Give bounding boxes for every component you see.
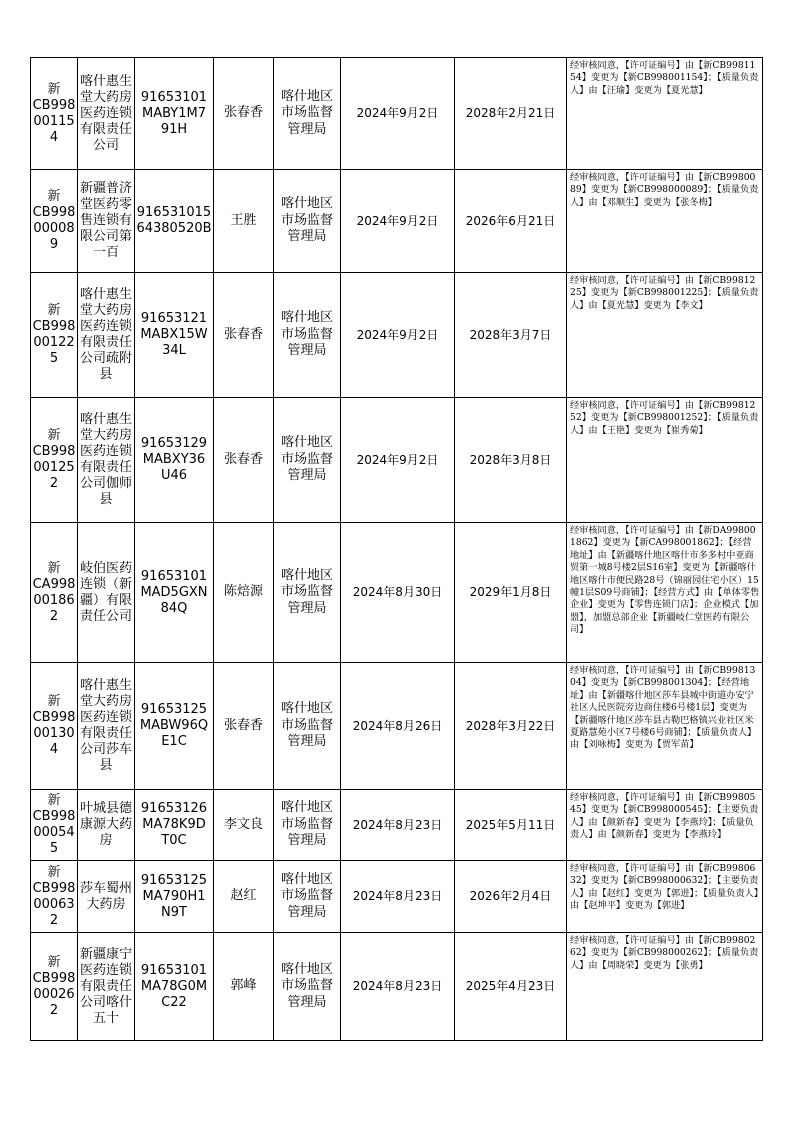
issue-date: 2024年9月2日 xyxy=(356,452,439,467)
change-notes: 经审核同意，【许可证编号】由【新DA998001862】变更为【新CA998001862】；【经营地址】由【新疆喀什地区喀什市多多村中亚商贸第一城8号楼2层S16室】变更为【新疆喀什地区喀什市便民路28号（锦丽园住宅小区）15幢1层S09号商铺】；【经营方式】由【单体零售企业】变更为【零售连锁门店】；企业模式【加盟】，加盟总部企业【新疆岐仁堂医药有限公司】 xyxy=(570,525,760,636)
legal-person: 张春香 xyxy=(223,105,263,121)
expiry-date: 2028年3月22日 xyxy=(465,718,556,733)
issue-date-cell xyxy=(341,273,455,398)
authority-cell xyxy=(274,790,341,861)
change-notes: 经审核同意，【许可证编号】由【新CB9981225】变更为【新CB998001225】；【质量负责人】由【夏光慧】变更为【李文】 xyxy=(570,275,759,311)
cert-no-cell xyxy=(31,273,78,398)
license-change-table xyxy=(30,57,763,1041)
issue-date: 2024年8月23日 xyxy=(352,889,443,904)
change-notes: 经审核同意，【许可证编号】由【新CB9980632】变更为【新CB998000632】；【主要负责人】由【赵红】变更为【郭进】；【质量负责人】由【赵坤平】变更为【郭进】 xyxy=(570,863,759,912)
cert-no-cell xyxy=(31,58,78,170)
change-notes: 经审核同意，【许可证编号】由【新CB9981252】变更为【新CB998001252】；【质量负责人】由【王艳】变更为【崔秀菊】 xyxy=(570,400,759,436)
change-notes-cell xyxy=(567,790,763,861)
expiry-date: 2025年5月11日 xyxy=(465,817,556,832)
cert-no: 新 CB998 00125 2 xyxy=(32,428,76,491)
cert-no: 新 CB998 00054 5 xyxy=(32,793,76,856)
issuing-authority: 喀什地区 市场监督 管理局 xyxy=(280,196,333,245)
credit-code: 91653121 MABX15W 34L xyxy=(140,311,208,358)
credit-code-cell xyxy=(135,861,214,933)
authority-cell xyxy=(274,273,341,398)
authority-cell xyxy=(274,663,341,790)
legal-person: 张春香 xyxy=(223,717,263,733)
credit-code: 91653125 MABW96Q E1C xyxy=(139,702,209,749)
issue-date: 2024年8月23日 xyxy=(352,817,443,832)
company-name: 叶城县德 康源大药 房 xyxy=(79,801,132,848)
company-name: 喀什惠生 堂大药房 医药连锁 有限责任 公司 xyxy=(79,73,132,153)
legal-person: 王胜 xyxy=(230,212,257,228)
credit-code: 91653125 MA790H1 N9T xyxy=(140,872,208,920)
legal-person: 李文良 xyxy=(223,816,263,832)
change-notes-cell xyxy=(567,170,763,273)
expiry-date-cell xyxy=(455,170,567,273)
issue-date: 2024年8月30日 xyxy=(352,585,443,600)
legal-person: 陈焙源 xyxy=(223,584,263,600)
authority-cell xyxy=(274,861,341,933)
legal-person: 赵红 xyxy=(230,888,257,904)
change-notes-cell xyxy=(567,58,763,170)
credit-code: 916531015 64380520B xyxy=(136,205,212,236)
issuing-authority: 喀什地区 市场监督 管理局 xyxy=(280,435,333,484)
table-row xyxy=(31,398,763,523)
table-row xyxy=(31,170,763,273)
cert-no: 新 CB998 00026 2 xyxy=(32,954,76,1018)
legal-person: 郭峰 xyxy=(230,978,257,994)
legal-person: 张春香 xyxy=(223,326,263,342)
person-cell xyxy=(214,58,274,170)
cert-no-cell xyxy=(31,790,78,861)
expiry-date-cell xyxy=(455,933,567,1041)
expiry-date: 2025年4月23日 xyxy=(465,979,556,994)
cert-no-cell xyxy=(31,933,78,1041)
cert-no: 新 CB998 00008 9 xyxy=(32,189,76,252)
issue-date-cell xyxy=(341,58,455,170)
credit-code-cell xyxy=(135,663,214,790)
expiry-date: 2026年6月21日 xyxy=(465,213,556,228)
expiry-date: 2026年2月4日 xyxy=(469,889,552,904)
expiry-date: 2028年2月21日 xyxy=(465,106,556,121)
table-row xyxy=(31,663,763,790)
authority-cell xyxy=(274,933,341,1041)
authority-cell xyxy=(274,58,341,170)
credit-code: 91653101 MABY1M7 91H xyxy=(140,89,208,137)
expiry-date-cell xyxy=(455,58,567,170)
company-name: 新疆康宁 医药连锁 有限责任 公司喀什 五十 xyxy=(79,946,132,1026)
expiry-date-cell xyxy=(455,861,567,933)
change-notes: 经审核同意，【许可证编号】由【新CB9980089】变更为【新CB998000089】；【质量负责人】由【邓顺生】变更为【张冬梅】 xyxy=(570,172,759,208)
credit-code-cell xyxy=(135,398,214,523)
company-cell xyxy=(78,58,135,170)
credit-code-cell xyxy=(135,170,214,273)
expiry-date: 2029年1月8日 xyxy=(469,585,552,600)
person-cell xyxy=(214,861,274,933)
issue-date: 2024年9月2日 xyxy=(356,106,439,121)
issuing-authority: 喀什地区 市场监督 管理局 xyxy=(280,961,333,1010)
cert-no-cell xyxy=(31,523,78,663)
table-row xyxy=(31,933,763,1041)
cert-no: 新 CB998 00115 4 xyxy=(32,81,76,145)
company-name: 喀什惠生 堂大药房 医药连锁 有限责任 公司莎车 县 xyxy=(79,678,132,773)
person-cell xyxy=(214,398,274,523)
company-cell xyxy=(78,933,135,1041)
expiry-date-cell xyxy=(455,663,567,790)
company-cell xyxy=(78,790,135,861)
issue-date-cell xyxy=(341,933,455,1041)
credit-code-cell xyxy=(135,790,214,861)
cert-no-cell xyxy=(31,663,78,790)
company-cell xyxy=(78,523,135,663)
credit-code: 91653126 MA78K9D T0C xyxy=(140,801,208,848)
credit-code-cell xyxy=(135,933,214,1041)
cert-no-cell xyxy=(31,398,78,523)
person-cell xyxy=(214,933,274,1041)
table-row xyxy=(31,861,763,933)
expiry-date-cell xyxy=(455,790,567,861)
company-name: 岐伯医药 连锁（新 疆）有限 责任公司 xyxy=(79,560,132,624)
issue-date: 2024年8月23日 xyxy=(352,979,443,994)
company-name: 喀什惠生 堂大药房 医药连锁 有限责任 公司伽师 县 xyxy=(79,412,132,507)
issue-date-cell xyxy=(341,398,455,523)
legal-person: 张春香 xyxy=(223,451,263,467)
change-notes-cell xyxy=(567,398,763,523)
cert-no-cell xyxy=(31,170,78,273)
cert-no: 新 CA998 00186 2 xyxy=(32,560,76,624)
credit-code-cell xyxy=(135,523,214,663)
company-cell xyxy=(78,398,135,523)
person-cell xyxy=(214,170,274,273)
person-cell xyxy=(214,790,274,861)
credit-code: 91653129 MABXY36 U46 xyxy=(140,436,208,483)
issuing-authority: 喀什地区 市场监督 管理局 xyxy=(280,88,333,137)
cert-no: 新 CB998 00130 4 xyxy=(32,694,76,757)
issue-date: 2024年9月2日 xyxy=(356,213,439,228)
expiry-date-cell xyxy=(455,523,567,663)
cert-no-cell xyxy=(31,861,78,933)
issuing-authority: 喀什地区 市场监督 管理局 xyxy=(280,800,333,849)
issue-date-cell xyxy=(341,170,455,273)
change-notes-cell xyxy=(567,273,763,398)
expiry-date: 2028年3月7日 xyxy=(469,327,552,342)
company-name: 喀什惠生 堂大药房 医药连锁 有限责任 公司疏附 县 xyxy=(79,287,132,382)
expiry-date-cell xyxy=(455,398,567,523)
credit-code-cell xyxy=(135,273,214,398)
credit-code: 91653101 MAD5GXN 84Q xyxy=(140,568,208,616)
issue-date: 2024年8月26日 xyxy=(352,718,443,733)
issue-date-cell xyxy=(341,523,455,663)
company-name: 莎车蜀州 大药房 xyxy=(79,880,132,912)
company-name: 新疆普济 堂医药零 售连锁有 限公司第 一百 xyxy=(79,181,132,260)
change-notes: 经审核同意，【许可证编号】由【新CB9981304】变更为【新CB998001304】；【经营地址】由【新疆喀什地区莎车县城中街道办安宁社区人民医院旁边商住楼6号楼1层】变更为【新疆喀什地区莎车县古勒巴格镇兴业社区米夏路慧苑小区7号楼6号商铺】；【质量负责人】由【刘咏梅】变更为【贾军苗】 xyxy=(570,665,757,751)
change-notes-cell xyxy=(567,933,763,1041)
company-cell xyxy=(78,861,135,933)
table-row xyxy=(31,790,763,861)
authority-cell xyxy=(274,398,341,523)
credit-code-cell xyxy=(135,58,214,170)
issue-date-cell xyxy=(341,790,455,861)
issuing-authority: 喀什地区 市场监督 管理局 xyxy=(280,871,333,920)
authority-cell xyxy=(274,523,341,663)
company-cell xyxy=(78,170,135,273)
table-body xyxy=(31,58,763,1041)
change-notes-cell xyxy=(567,523,763,663)
authority-cell xyxy=(274,170,341,273)
cert-no: 新 CB998 00122 5 xyxy=(32,303,76,366)
issue-date-cell xyxy=(341,663,455,790)
person-cell xyxy=(214,273,274,398)
company-cell xyxy=(78,663,135,790)
table-row xyxy=(31,523,763,663)
change-notes: 经审核同意，【许可证编号】由【新CB9981154】变更为【新CB998001154】；【质量负责人】由【汪瑜】变更为【夏光慧】 xyxy=(570,60,759,96)
table-row xyxy=(31,58,763,170)
change-notes: 经审核同意，【许可证编号】由【新CB9980262】变更为【新CB998000262】；【质量负责人】由【周晓荣】变更为【张勇】 xyxy=(570,935,759,971)
expiry-date-cell xyxy=(455,273,567,398)
issue-date-cell xyxy=(341,861,455,933)
person-cell xyxy=(214,663,274,790)
expiry-date: 2028年3月8日 xyxy=(469,452,552,467)
change-notes: 经审核同意，【许可证编号】由【新CB9980545】变更为【新CB998000545】；【主要负责人】由【颜新春】变更为【李燕玲】；【质量负责人】由【颜新春】变更为【李燕玲】 xyxy=(570,792,759,841)
company-cell xyxy=(78,273,135,398)
issuing-authority: 喀什地区 市场监督 管理局 xyxy=(280,567,333,616)
change-notes-cell xyxy=(567,861,763,933)
change-notes-cell xyxy=(567,663,763,790)
cert-no: 新 CB998 00063 2 xyxy=(32,864,76,928)
person-cell xyxy=(214,523,274,663)
issuing-authority: 喀什地区 市场监督 管理局 xyxy=(280,701,333,750)
issuing-authority: 喀什地区 市场监督 管理局 xyxy=(280,310,333,359)
credit-code: 91653101 MA78G0M C22 xyxy=(140,962,208,1010)
issue-date: 2024年9月2日 xyxy=(356,327,439,342)
table-row xyxy=(31,273,763,398)
